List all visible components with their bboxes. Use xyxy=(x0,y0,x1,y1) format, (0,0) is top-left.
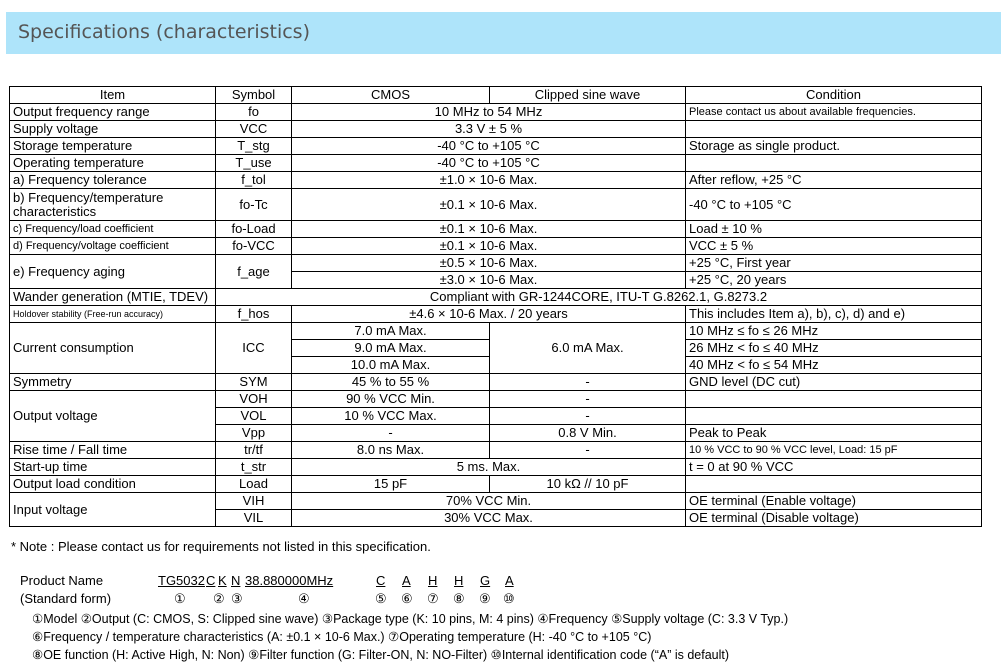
item-cell: Output load condition xyxy=(10,476,216,493)
condition-cell xyxy=(686,155,982,172)
table-row xyxy=(10,138,982,155)
condition-cell xyxy=(686,476,982,493)
item-cell: Output voltage xyxy=(10,391,216,442)
legend-line-2: ⑥Frequency / temperature characteristics (A: ±0.1 × 10-6 Max.) ⑦Operating temperature (H: -40 °C to +105 °C) xyxy=(32,630,652,644)
symbol-cell: f_hos xyxy=(216,306,292,323)
condition-cell: OE terminal (Disable voltage) xyxy=(686,510,982,527)
table-row xyxy=(10,221,982,238)
condition-cell: 10 MHz ≤ fo ≤ 26 MHz xyxy=(686,323,982,340)
symbol-cell: VIH xyxy=(216,493,292,510)
code-freq-temp: A xyxy=(402,573,411,588)
table-row xyxy=(10,306,982,323)
value-cell: 30% VCC Max. xyxy=(292,510,686,527)
symbol-cell: VCC xyxy=(216,121,292,138)
symbol-cell: fo-VCC xyxy=(216,238,292,255)
value-cell: ±0.1 × 10-6 Max. xyxy=(292,238,686,255)
table-row xyxy=(10,374,982,391)
code-op-temp: H xyxy=(428,573,438,588)
value-cell: 10 kΩ // 10 pF xyxy=(490,476,686,493)
item-cell: Storage temperature xyxy=(10,138,216,155)
value-cell: 90 % VCC Min. xyxy=(292,391,490,408)
product-name-label: Product Name xyxy=(20,573,104,588)
condition-cell: Storage as single product. xyxy=(686,138,982,155)
item-cell: e) Frequency aging xyxy=(10,255,216,289)
item-cell: a) Frequency tolerance xyxy=(10,172,216,189)
value-cell: ±4.6 × 10-6 Max. / 20 years xyxy=(292,306,686,323)
condition-cell: 10 % VCC to 90 % VCC level, Load: 15 pF xyxy=(686,442,982,459)
condition-cell: Load ± 10 % xyxy=(686,221,982,238)
item-cell: Symmetry xyxy=(10,374,216,391)
value-cell: 0.8 V Min. xyxy=(490,425,686,442)
condition-cell: 40 MHz < fo ≤ 54 MHz xyxy=(686,357,982,374)
value-cell: 5 ms. Max. xyxy=(292,459,686,476)
value-cell: Compliant with GR-1244CORE, ITU-T G.8262.1, G.8273.2 xyxy=(216,289,982,306)
value-cell: ±0.1 × 10-6 Max. xyxy=(292,189,686,221)
symbol-cell: f_age xyxy=(216,255,292,289)
code-model: TG5032 xyxy=(158,573,205,588)
standard-form-label: (Standard form) xyxy=(20,591,112,606)
marker-7: ⑦ xyxy=(427,591,439,606)
column-header: Symbol xyxy=(216,87,292,104)
value-cell: ±0.5 × 10-6 Max. xyxy=(292,255,686,272)
condition-cell: t = 0 at 90 % VCC xyxy=(686,459,982,476)
section-header-banner xyxy=(6,12,1001,54)
item-cell: d) Frequency/voltage coefficient xyxy=(10,238,216,255)
value-cell: 10.0 mA Max. xyxy=(292,357,490,374)
value-cell: 3.3 V ± 5 % xyxy=(292,121,686,138)
value-cell: ±1.0 × 10-6 Max. xyxy=(292,172,686,189)
marker-8: ⑧ xyxy=(453,591,465,606)
table-row xyxy=(10,104,982,121)
marker-3: ③ xyxy=(231,591,243,606)
table-row xyxy=(10,476,982,493)
value-cell: 70% VCC Min. xyxy=(292,493,686,510)
marker-10: ⑩ xyxy=(503,591,515,606)
value-cell: 15 pF xyxy=(292,476,490,493)
value-cell: - xyxy=(490,374,686,391)
condition-cell: 26 MHz < fo ≤ 40 MHz xyxy=(686,340,982,357)
symbol-cell: T_stg xyxy=(216,138,292,155)
symbol-cell: ICC xyxy=(216,323,292,374)
symbol-cell: Load xyxy=(216,476,292,493)
code-supply: C xyxy=(376,573,386,588)
item-cell: Operating temperature xyxy=(10,155,216,172)
code-oe: H xyxy=(454,573,464,588)
value-cell: -40 °C to +105 °C xyxy=(292,138,686,155)
symbol-cell: VIL xyxy=(216,510,292,527)
value-cell: 10 % VCC Max. xyxy=(292,408,490,425)
table-row xyxy=(10,459,982,476)
column-header: Item xyxy=(10,87,216,104)
code-internal: A xyxy=(505,573,514,588)
condition-cell xyxy=(686,408,982,425)
table-row xyxy=(10,121,982,138)
item-cell: Start-up time xyxy=(10,459,216,476)
condition-cell: Peak to Peak xyxy=(686,425,982,442)
symbol-cell: Vpp xyxy=(216,425,292,442)
value-cell: 8.0 ns Max. xyxy=(292,442,490,459)
condition-cell: +25 °C, 20 years xyxy=(686,272,982,289)
value-cell: - xyxy=(490,408,686,425)
table-row xyxy=(10,172,982,189)
table-row xyxy=(10,189,982,221)
item-cell: b) Frequency/temperature characteristics xyxy=(10,189,216,221)
symbol-cell: tr/tf xyxy=(216,442,292,459)
table-row xyxy=(10,289,982,306)
table-row xyxy=(10,442,982,459)
value-cell: ±0.1 × 10-6 Max. xyxy=(292,221,686,238)
item-cell: Output frequency range xyxy=(10,104,216,121)
table-row xyxy=(10,323,982,340)
code-frequency: 38.880000MHz xyxy=(245,573,334,588)
condition-cell xyxy=(686,391,982,408)
section-title: Specifications (characteristics) xyxy=(18,21,310,43)
code-package: K xyxy=(218,573,227,588)
column-header: CMOS xyxy=(292,87,490,104)
symbol-cell: T_use xyxy=(216,155,292,172)
symbol-cell: f_tol xyxy=(216,172,292,189)
marker-1: ① xyxy=(174,591,186,606)
marker-5: ⑤ xyxy=(375,591,387,606)
table-row xyxy=(10,155,982,172)
condition-cell xyxy=(686,121,982,138)
value-cell: 6.0 mA Max. xyxy=(490,323,686,374)
condition-cell: OE terminal (Enable voltage) xyxy=(686,493,982,510)
item-cell: Input voltage xyxy=(10,493,216,527)
code-filter: G xyxy=(480,573,491,588)
value-cell: -40 °C to +105 °C xyxy=(292,155,686,172)
table-row xyxy=(10,238,982,255)
condition-cell: GND level (DC cut) xyxy=(686,374,982,391)
code-output: C xyxy=(206,573,216,588)
item-cell: Holdover stability (Free-run accuracy) xyxy=(10,306,216,323)
item-cell: Current consumption xyxy=(10,323,216,374)
marker-9: ⑨ xyxy=(479,591,491,606)
marker-6: ⑥ xyxy=(401,591,413,606)
marker-2: ② xyxy=(213,591,225,606)
value-cell: - xyxy=(490,391,686,408)
value-cell: 10 MHz to 54 MHz xyxy=(292,104,686,121)
symbol-cell: t_str xyxy=(216,459,292,476)
item-cell: Supply voltage xyxy=(10,121,216,138)
column-header: Condition xyxy=(686,87,982,104)
symbol-cell: VOL xyxy=(216,408,292,425)
condition-cell: +25 °C, First year xyxy=(686,255,982,272)
symbol-cell: VOH xyxy=(216,391,292,408)
symbol-cell: fo-Tc xyxy=(216,189,292,221)
condition-cell: VCC ± 5 % xyxy=(686,238,982,255)
value-cell: 9.0 mA Max. xyxy=(292,340,490,357)
table-row xyxy=(10,493,982,510)
condition-cell: Please contact us about available frequencies. xyxy=(686,104,982,121)
condition-cell: This includes Item a), b), c), d) and e) xyxy=(686,306,982,323)
item-cell: c) Frequency/load coefficient xyxy=(10,221,216,238)
item-cell: Wander generation (MTIE, TDEV) xyxy=(10,289,216,306)
value-cell: - xyxy=(292,425,490,442)
code-reserved: N xyxy=(231,573,241,588)
symbol-cell: fo xyxy=(216,104,292,121)
table-header-row xyxy=(10,87,982,104)
legend-line-1: ①Model ②Output (C: CMOS, S: Clipped sine wave) ③Package type (K: 10 pins, M: 4 pins) ④Frequency ⑤Supply voltage (C: 3.3 V Typ.) xyxy=(32,612,789,626)
condition-cell: -40 °C to +105 °C xyxy=(686,189,982,221)
value-cell: ±3.0 × 10-6 Max. xyxy=(292,272,686,289)
symbol-cell: SYM xyxy=(216,374,292,391)
footnote: * Note : Please contact us for requirements not listed in this specification. xyxy=(11,539,431,554)
specifications-table xyxy=(9,86,982,527)
table-row xyxy=(10,255,982,272)
symbol-cell: fo-Load xyxy=(216,221,292,238)
marker-4: ④ xyxy=(298,591,310,606)
table-row xyxy=(10,391,982,408)
condition-cell: After reflow, +25 °C xyxy=(686,172,982,189)
item-cell: Rise time / Fall time xyxy=(10,442,216,459)
value-cell: 7.0 mA Max. xyxy=(292,323,490,340)
value-cell: - xyxy=(490,442,686,459)
legend-line-3: ⑧OE function (H: Active High, N: Non) ⑨Filter function (G: Filter-ON, N: NO-Filter) ⑩Internal identification code (“A” is default) xyxy=(32,648,730,662)
value-cell: 45 % to 55 % xyxy=(292,374,490,391)
column-header: Clipped sine wave xyxy=(490,87,686,104)
